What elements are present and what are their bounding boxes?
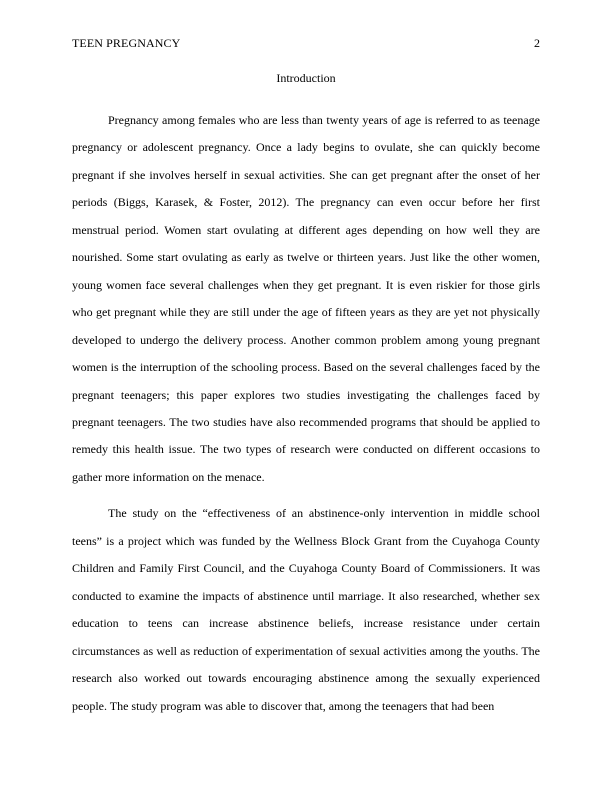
paragraph-study: The study on the “effectiveness of an abstinence-only intervention in middle school teens” is a project which was funded by the Wellness Block Grant from the Cuyahoga County Children and Family First Council, and the Cuyahoga County Board of Commissioners. It was conducted to examine the impacts of abstinence until marriage. It also researched, whether sex education to teens can increase abstinence beliefs, increase resistance under certain circumstances as well as reduction of experimentation of sexual activities among the youths. The research also worked out towards encouraging abstinence among the sexually experienced people. The study program was able to discover that, among the teenagers that had been — [72, 506, 540, 713]
page-number: 2 — [534, 36, 540, 50]
body-text — [72, 107, 540, 720]
section-title: Introduction — [276, 71, 336, 85]
running-head: TEEN PREGNANCY — [72, 36, 181, 50]
paragraph-introduction: Pregnancy among females who are less than twenty years of age is referred to as teenage pregnancy or adolescent pregnancy. Once a lady begins to ovulate, she can quickly become pregnant if she involves herself in sexual activities. She can get pregnant after the onset of her periods (Biggs, Karasek, & Foster, 2012). The pregnancy can even occur before her first menstrual period. Women start ovulating at different ages depending on how well they are nourished. Some start ovulating as early as twelve or thirteen years. Just like the other women, young women face several challenges when they get pregnant. It is even riskier for those girls who get pregnant while they are still under the age of fifteen years as they are yet not physically developed to undergo the delivery process. Another common problem among young pregnant women is the interruption of the schooling process. Based on the several challenges faced by the pregnant teenagers; this paper explores two studies investigating the challenges faced by pregnant teenagers. The two studies have also recommended programs that should be applied to remedy this health issue. The two types of research were conducted on different occasions to gather more information on the menace. — [72, 113, 540, 484]
